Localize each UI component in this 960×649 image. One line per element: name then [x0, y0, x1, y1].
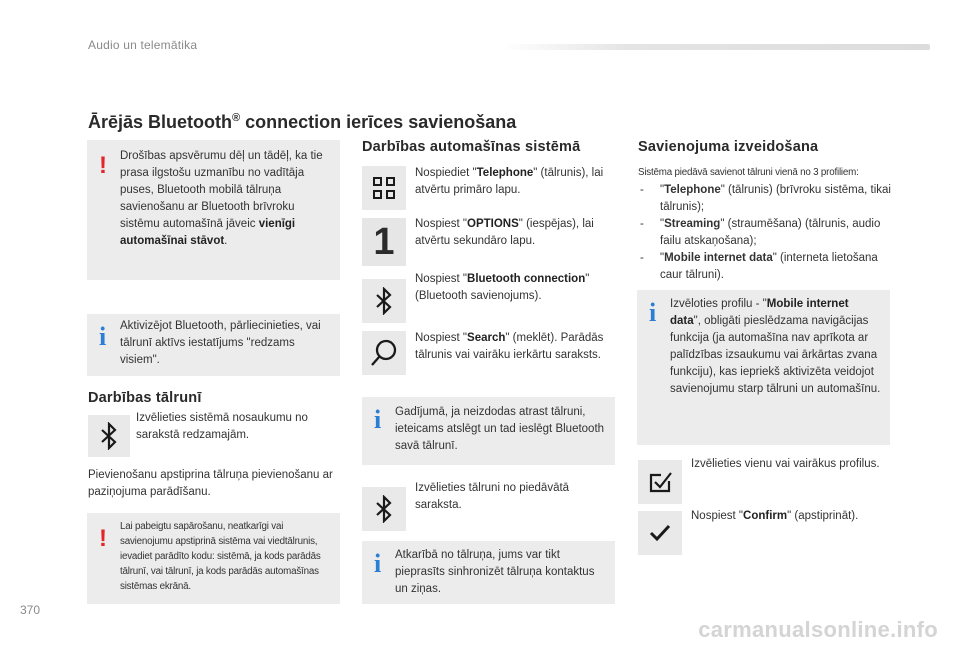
list-item: - "Telephone" (tālrunis) (brīvroku sistēma, tikai tālrunis); [638, 182, 894, 216]
page-number: 370 [20, 603, 41, 617]
step-search: Nospiest "Search" (meklēt). Parādās tālrunis vai vairāku ierkārtu saraksts. [415, 332, 604, 361]
warning-text-safety: Drošības apsvērumu dēļ un tādēļ, ka tie prasa ilgstošu uzmanību no vadītāja puses, Bluetooth mobilā tālruņa savienošanu ar Bluetooth brīvroku sistēmu automašīnā jāveic vienīgi automašīnai stāvot. [120, 150, 323, 247]
text-select-phone: Izvēlieties tālruni no piedāvātā saraksta. [415, 482, 570, 511]
text-select-profiles: Izvēlieties vienu vai vairākus profilus. [691, 458, 880, 470]
info-icon: i [374, 549, 382, 578]
text-select-system-name: Izvēlieties sistēmā nosaukumu no sarakstā redzamajām. [136, 412, 308, 441]
warning-icon: ! [99, 525, 107, 552]
checkbox-select-icon [638, 460, 682, 504]
info-icon: i [99, 322, 107, 351]
heading-phone-actions: Darbības tālrunī [88, 390, 202, 406]
heading-connection: Savienojuma izveidošana [638, 139, 819, 155]
text-profiles-intro: Sistēma piedāvā savienot tālruni vienā no 3 profiliem: [638, 167, 859, 178]
text-confirm: Nospiest "Confirm" (apstiprināt). [691, 510, 859, 522]
info-icon: i [649, 298, 657, 327]
header-rule [500, 44, 930, 50]
warning-box-code [87, 513, 340, 604]
warning-icon: ! [99, 152, 107, 179]
list-item: - "Mobile internet data" (interneta lietošana caur tālruni). [638, 250, 894, 284]
list-item: - "Streaming" (straumēšana) (tālrunis, audio failu atskaņošana); [638, 216, 894, 250]
step-options: Nospiest "OPTIONS" (iespējas), lai atvērtu sekundāro lapu. [415, 218, 594, 247]
info-icon: i [374, 405, 382, 434]
info-text-sync: Atkarībā no tālruņa, jums var tikt pieprasīts sinhronizēt tālruņa kontaktus un ziņas. [395, 549, 595, 595]
info-text-mobile-data: Izvēloties profilu - "Mobile internet data", obligāti pieslēdzama navigācijas funkcija (ja automašīna nav aprīkota ar palīdzības izsaukumu vai ārkārtas zvana funkciju), kas iepriekš aktivizēta veidojot savienojumu starp tālruni un automašīnu. [670, 298, 881, 395]
bluetooth-icon [88, 415, 130, 457]
info-text-not-found: Gadījumā, ja neizdodas atrast tālruni, ieteicams atslēgt un tad ieslēgt Bluetooth savā tālrunī. [395, 406, 605, 452]
step-bluetooth-connection: Nospiest "Bluetooth connection" (Bluetooth savienojums). [415, 273, 590, 302]
info-box-sync [362, 541, 615, 604]
info-box-not-found [362, 397, 615, 465]
section-header: Audio un telemātika [88, 38, 198, 52]
bluetooth-icon [362, 487, 406, 531]
warning-text-code: Lai pabeigtu sapārošanu, neatkarīgi vai savienojumu apstiprinā sistēma vai viedtālrunis, ievadiet parādīto kodu: sistēmā, ja kods parādās tālrunī, vai tālrunī, ja kods parādās automašīnas sistēmas ekrānā. [120, 521, 321, 592]
watermark: carmanualsonline.info [698, 617, 938, 642]
step-telephone: Nospiediet "Telephone" (tālrunis), lai atvērtu primāro lapu. [415, 167, 604, 196]
warning-box-safety [87, 140, 340, 280]
profiles-list [638, 182, 894, 284]
info-text-visibility: Aktivizējot Bluetooth, pārliecinieties, vai tālrunī aktīvs iestatījums "redzams visiem". [120, 320, 321, 366]
heading-system-actions: Darbības automašīnas sistēmā [362, 139, 581, 155]
page-title: Ārējās Bluetooth® connection ierīces savienošana [88, 112, 517, 132]
search-icon [362, 331, 406, 375]
info-box-mobile-data [637, 290, 890, 445]
text-confirm-pairing: Pievienošanu apstiprina tālruņa pievienošanu ar paziņojuma parādīšanu. [88, 469, 333, 498]
step-one-badge: 1 [362, 218, 406, 266]
checkmark-icon [638, 511, 682, 555]
info-box-visibility [87, 314, 340, 376]
grid-menu-icon [362, 166, 406, 210]
bluetooth-icon [362, 279, 406, 323]
